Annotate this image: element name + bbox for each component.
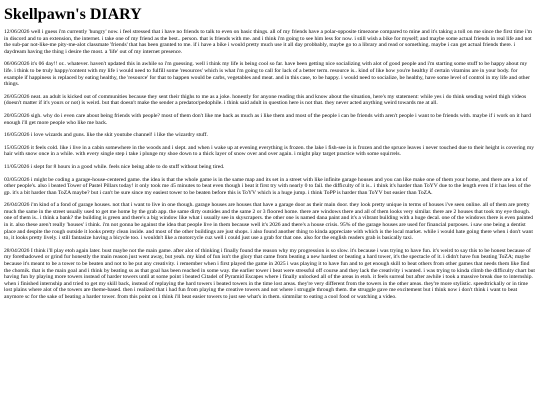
diary-entry: 03/05/2026 i might be coding a garage-house-centered game. the idea is that the whole game is in the same map and its set in a street with like infinite garage houses and you can like make one of them your home, and there are a lot of other people's. also i beated Tower of Pastel Pillars today! it only took me 45 minutes to beat even though i beat it first try with nearly 0 to fail. the difficulty of it is.. i think it's harder than ToYV due to the length even if it has less of the gp. it's a bit harder than ToZA maybe? but i can't be sure since my easiest tower to be beaten before this is ToYV which is a huge jump. i think ToPP is harder than ToYV but easier than ToZA. — [4, 176, 531, 196]
diary-entry: 16/05/2026 i love wizards and guns. like the skit youtube channel! i like the wizardry stuff. — [4, 132, 208, 139]
diary-entry: 12/06/2026 well i guess i'm currently 'hungry' now. i feel stressed that i have no friends to talk to even on basic things. all of my friends have a polar-opposite timezone compared to mine and it's taking a toll on me since the first time i'm in discord and to an extension, the internet. i take one of my friend as the best.. person. that is friends with me. and i think i'm going to see him less for now. i still wish a bike for myself; and maybe some actual friends in real life and not the sub-par not-like-me pity-me-alot classmate 'friends' that has been granted to me. if i have a bike i would pretty much use it all day probbably, maybe go to a library and read or something. maybe i can get actual friends there. i daydream having the thing i desire the most. a 'life' out of my internet presence. — [4, 29, 532, 55]
diary-entry: 15/05/2026 it feels cold. like i live in a cabin somewhere in the woods and i slept. and when i wake up at evening everything is frozen. the lake i fish-see in is frozen and the spruce leaves i never touched due to their height is covering my hair with snow once in a while. with every single step i take i plunge my shoe down to a thick layer of snow over and over again. i might play target practice with some squirrels. — [4, 144, 535, 158]
diary-entry: 26/04/2026 i'm kind of a fond of garage houses. not that i want to live in one though. garage houses are houses that have a garage door as their main door. they look pretty unique in terms of houses i've seen online. all of them are pretty much the same in the street usually used to get me home by the grab app. the same dirty outsides and the same 2 or 3 floored home. there are windows there and all of them looks very similar. there are 2 houses that took my eye though. one of them is.. i think a bank? the building is green and there's a big window like what i usually see in skyscrapers. the other one is named dana paint and it's a vibrant building with a huge decal. one of the windows there is even painted in it. also these aren't really 'houses' i think. i'm not gonna be against the idea that people live in them because well it's 2026 and there's a house crisis. 95% of the garage houses are used for financial purposes. i saw one being a dentist place and despite the rough outside it looks pretty clean inside. and most of the other buildings are just shops. i also found another thing to kinda appreciate with which is the local market. while i would hate going there when i don't want to, it looks pretty lively. i still fantasize having a bicycle too. i wouldn't like a motorcycle cuz well i could just use a grab for that one. also for the english readers grab is basically taxi. — [4, 202, 534, 242]
diary-entry: 26/05/2026 neat. an adult is kicked out of communities because they sent their thighs to me as a joke. honestly for anyone reading this and know about the situation, here's my statement: while yes i do think sending weird thigh videos (doesn't matter if it's yours or not) is weird. but that doesn't make the sender a predator/pedophile. i think said adult in question here is not that. they never acted anything weird towards me at all. — [4, 93, 527, 107]
diary-entry: 06/06/2026 it's 06 day!! or.. whatever. haven't updated this in awhile so i'm guessing. well i think my life is being cool so far. have been getting nice socializing with alot of good people and i'm starting some stuff to be happy about my life. i think to be truly happy/content with my life i would need to fulfill some 'resources' which is what i'm going to call for lack of a better term. resource is.. kind of like how you're healthy if certain vitamins are in your body. for example if happiness is replaced by eating healthy, the 'resource' for that to happen would be carbs, vegetables and meat. and in this case, to be happy. i would need to socialize, be healthy, have some level of control in my life and other things. — [4, 61, 530, 88]
diary-entry: 11/05/2026 i slept for 8 hours in a good while. feels nice being able to do stuff without being tired. — [4, 163, 225, 170]
diary-entry: 20/05/2026 sigh. why do i even care about being friends with people? most of them don't like me back as much as i like them and most of the people i can be friends with aren't people i want to be friends with. maybe if i work on it hard enough i'll get more people who like me back. — [4, 112, 531, 126]
diary-entry: 28/04/2026 I think i'll play etoh again later. bust maybe not the main game. after alot of thinking i finally found the reason why my progression is so slow. it's because i was trying to have fun. it's weird to say this to be honest because of my forethadowed or grind fur honestly the main reason just went away, but yeah. my kind of fun isn't the glory that came from beating a new hardest or beating a hard tower, it's the spectacle of it. i didn't have fun beating ToZA; maybe because it's meant to be a tower to be beaten and not to be put any creativity. i remember when i first played the game in 2025 i was playing it to have fun and to get enough skill to beat others from other games that needs them like find the chomik. that is the main goal and i think by beating ss as that goal has been reached in some way. the earlier tower i beat were stressful off course and they lack the creativity i wanted. i was trying to kinda climb the difficulty chart but having fun by playing more towers instead of harder towers until at some point i beated Citadel of Pyramid Escapes where i finally unlocked all of the areas in etoh. it feels surreal but after awhile i took a massive break due to internship. when i finished internship and tried to get my skill back, instead of replaying the hard towers i beated towers in the time lost areas. they're very different from the towers in the other areas. they're more stylistic. speedtrickally or in time lost plains where alot of the towers are theme-based. then i realized that i had fun from playing the creative towers and not where i struggle through them. the struggle gave me excitement but i think now i don't think i want to beat anymore sc for the sake of beating a harder tower. from this point on i think i'll beat easier towers to just see what's in them. simmilar to eating a cool food or watching a video. — [4, 247, 535, 300]
page-title: Skellpawn's DIARY — [4, 6, 142, 23]
